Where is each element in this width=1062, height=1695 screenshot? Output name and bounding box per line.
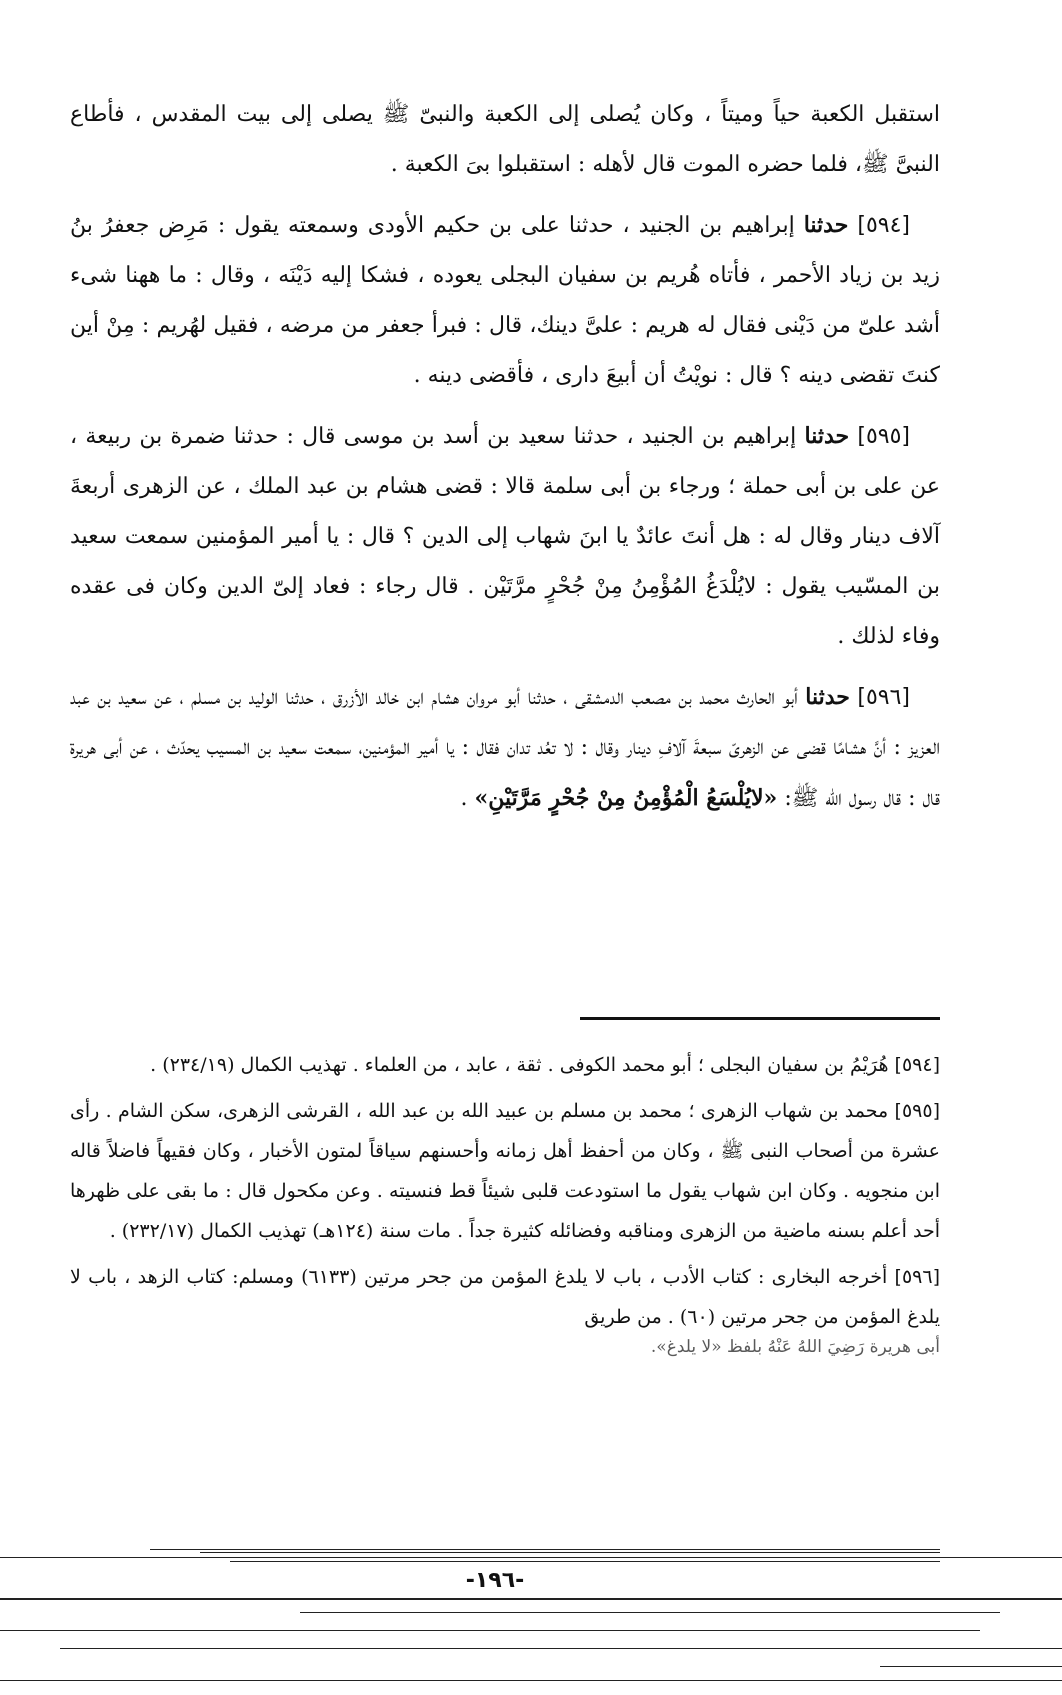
hadith-number: [٥٩٤] — [857, 213, 911, 238]
hadith-lead-word: حدثنا — [804, 423, 850, 449]
footnote-number: [٥٩٥] — [894, 1100, 940, 1122]
footnote-595 — [70, 1091, 940, 1251]
footnote-text: أخرجه البخارى : كتاب الأدب ، باب لا يلدغ المؤمن من جحر مرتين (٦١٣٣) ومسلم: كتاب الزهد ، باب لا يلدغ المؤمن من جحر مرتين (٦٠) . من طريق — [70, 1266, 940, 1328]
scan-rule — [60, 1648, 1062, 1649]
footnote-596 — [70, 1257, 940, 1359]
footnote-number: [٥٩٤] — [894, 1054, 940, 1076]
scan-rule — [230, 1561, 940, 1562]
paragraph-intro: استقبل الكعبة حياً وميتاً ، وكان يُصلى إلى الكعبة والنبىّ ﷺ يصلى إلى بيت المقدس ، فأطاع النبىَّ ﷺ، فلما حضره الموت قال لأهله : استقبلوا بىَ الكعبة . — [70, 102, 940, 177]
hadith-595 — [70, 411, 940, 662]
footnote-struck-line: أبى هريرة رَضِيَ اللهُ عَنْهُ بلفظ «لا يلدغ». — [650, 1337, 940, 1357]
footnote-text: محمد بن شهاب الزهرى ؛ محمد بن مسلم بن عبيد الله بن عبد الله ، القرشى الزهرى، سكن الشام . رأى عشرة من أصحاب النبى ﷺ ، وكان من أحفظ أهل زمانه وأحسنهم سياقاً لمتون الأخبار ، وكان فقيهاً فاضلاً قاله ابن منجويه . وكان ابن شهاب يقول ما استودعت قلبى شيئاً قط فنسيته . وعن مكحول قال : ما بقى على ظهرها أحد أعلم بسنه ماضية من الزهرى ومناقبه وفضائله كثيرة جداً . مات سنة (١٢٤هـ) تهذيب الكمال (٢٣٢/١٧) . — [70, 1100, 940, 1242]
hadith-number: [٥٩٥] — [857, 424, 910, 449]
footnote-number: [٥٩٦] — [894, 1266, 940, 1288]
footnote-separator — [580, 1017, 940, 1020]
hadith-lead-word: حدثنا — [805, 684, 850, 710]
footnote-594 — [70, 1045, 940, 1085]
hadith-596 — [70, 672, 940, 824]
hadith-number: [٥٩٦] — [857, 685, 911, 710]
scan-rule — [150, 1549, 940, 1550]
hadith-text: إبراهيم بن الجنيد ، حدثنا سعيد بن أسد بن موسى قال : حدثنا ضمرة بن ربيعة ، عن على بن أبى حملة ؛ ورجاء بن أبى سلمة قالا : قضى هشام بن عبد الملك ، عن الزهرى أربعةَ آلاف دينار وقال له : هل أنتَ عائدٌ يا ابنَ شهاب إلى الدين ؟ قال : يا أمير المؤمنين سمعت سعيد بن المسّيب يقول : لايُلْدَغُ المُؤْمِنُ مِنْ جُحْرٍ مرَّتَيْن . قال رجاء : فعاد إلىّ الدين وكان فى عقده وفاء لذلك . — [70, 424, 940, 649]
page-number: -١٩٦- — [465, 1568, 525, 1593]
hadith-594 — [70, 200, 940, 401]
scan-rule — [880, 1666, 1062, 1667]
scan-rule — [0, 1557, 1062, 1558]
scan-rule — [0, 1598, 1062, 1600]
scan-rule — [0, 1680, 1062, 1681]
scan-rule — [200, 1552, 940, 1553]
hadith-lead-word: حدثنا — [803, 212, 849, 238]
footnote-text: هُرَيْمُ بن سفيان البجلى ؛ أبو محمد الكوفى . ثقة ، عابد ، من العلماء . تهذيب الكمال (٢٣٤/١٩) . — [150, 1054, 889, 1076]
footnotes — [70, 1045, 940, 1365]
scan-rule — [0, 1630, 980, 1631]
hadith-text: إبراهيم بن الجنيد ، حدثنا على بن حكيم الأودى وسمعته يقول : مَرِض جعفرُ بنُ زيد بن زياد الأحمر ، فأتاه هُريم بن سفيان البجلى يعوده ، فشكا إليه دَيْنَه ، وقال : ما ههنا شىء أشد علىّ من دَيْنى فقال له هريم : علىَّ دينك، قال : فبرأ جعفر من مرضه ، فقيل لهُريم : مِنْ أين كنتَ تقضى دينه ؟ قال : نويْتُ أن أبيعَ دارى ، فأقضى دينه . — [70, 213, 940, 388]
hadith-quote: «لايُلْسَعُ الْمُؤْمِنُ مِنْ جُحْرٍ مَرَّتَيْنِ» — [474, 785, 778, 811]
hadith-end: . — [460, 786, 475, 811]
main-text — [70, 90, 940, 834]
scan-rule — [300, 1612, 1000, 1613]
hadith-text: أبو الحارث محمد بن مصعب الدمشقى ، حدثنا أبو مروان هشام ابن خالد الأزرق ، حدثنا الوليد بن مسلم ، عن سعيد بن عبد العزيز : أنَّ هشامًا قضى عن الزهرىّ سبعةَ آلافِ دينار وقال : لا تعُد تدان فقال : يا أمير المؤمنين، سمعت سعيد بن المسيب يحدّث ، عن أبى هريرة قال : قال رسول الله ﷺ: — [70, 685, 940, 811]
